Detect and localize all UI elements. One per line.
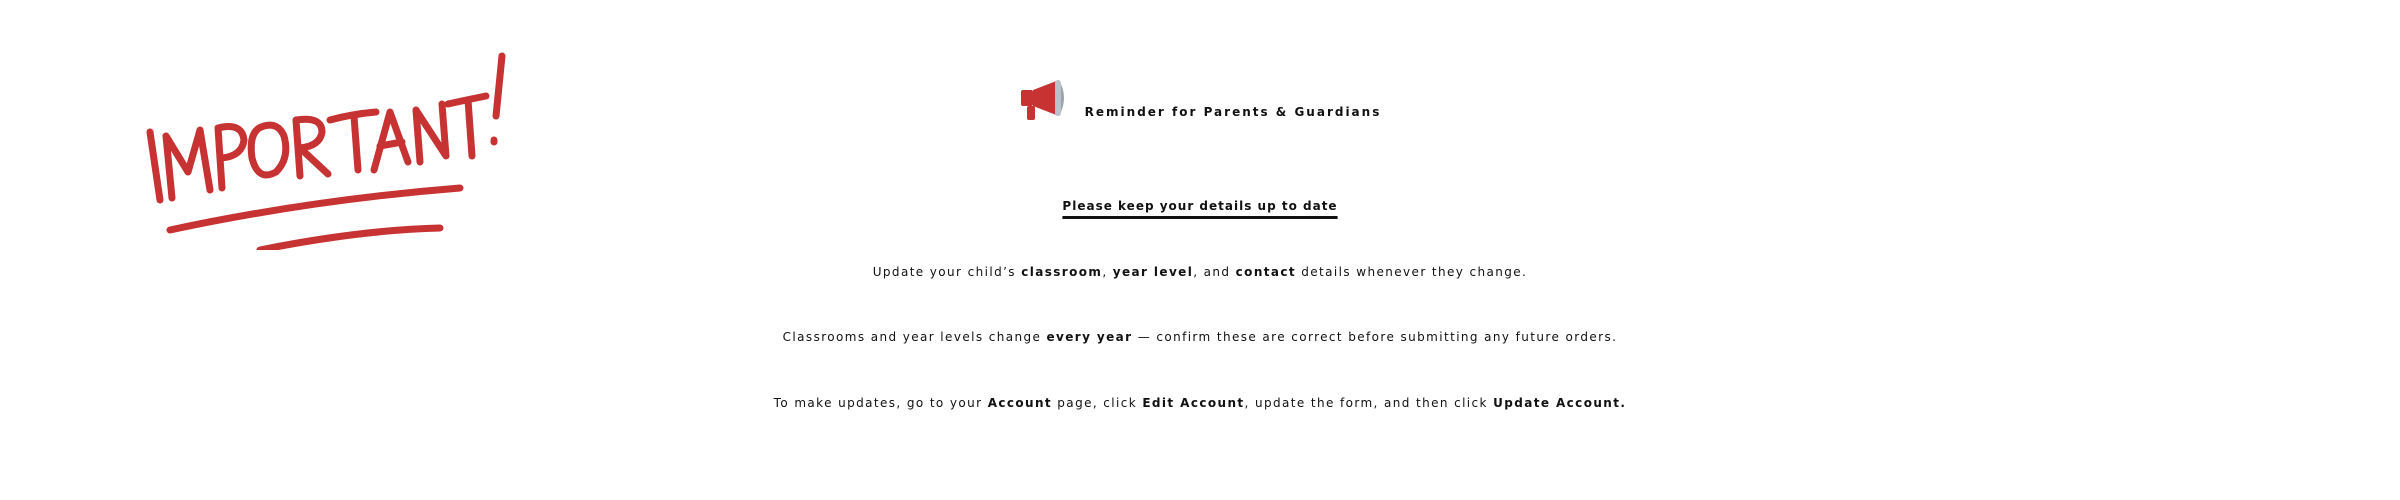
bold-contact: contact bbox=[1235, 265, 1297, 279]
instruction-line-3 bbox=[0, 381, 2400, 425]
bold-every-year: every year bbox=[1046, 330, 1133, 344]
instruction-line-1 bbox=[0, 250, 2400, 294]
text-segment: details whenever they change. bbox=[1296, 265, 1528, 279]
text-segment: To make updates, go to your bbox=[773, 396, 988, 410]
instruction-line-2 bbox=[0, 315, 2400, 359]
subheading bbox=[0, 184, 2400, 228]
text-segment: , update the form, and then click bbox=[1244, 396, 1494, 410]
bold-classroom: classroom bbox=[1021, 265, 1103, 279]
bold-edit-account: Edit Account bbox=[1142, 396, 1245, 410]
bold-year-level: year level bbox=[1112, 265, 1194, 279]
heading-text: Reminder for Parents & Guardians bbox=[1084, 105, 1382, 119]
text-segment: Classrooms and year levels change bbox=[782, 330, 1047, 344]
text-segment: — confirm these are correct before submitting any future orders. bbox=[1132, 330, 1618, 344]
subheading-text: Please keep your details up to date bbox=[1062, 199, 1338, 213]
text-segment: , and bbox=[1193, 265, 1236, 279]
text-segment: , bbox=[1102, 265, 1113, 279]
text-segment: page, click bbox=[1052, 396, 1143, 410]
page-title bbox=[0, 76, 2400, 142]
bold-update-account: Update Account. bbox=[1493, 396, 1627, 410]
bold-account: Account bbox=[987, 396, 1053, 410]
text-segment: Update your child’s bbox=[872, 265, 1022, 279]
megaphone-icon bbox=[1019, 76, 1071, 122]
